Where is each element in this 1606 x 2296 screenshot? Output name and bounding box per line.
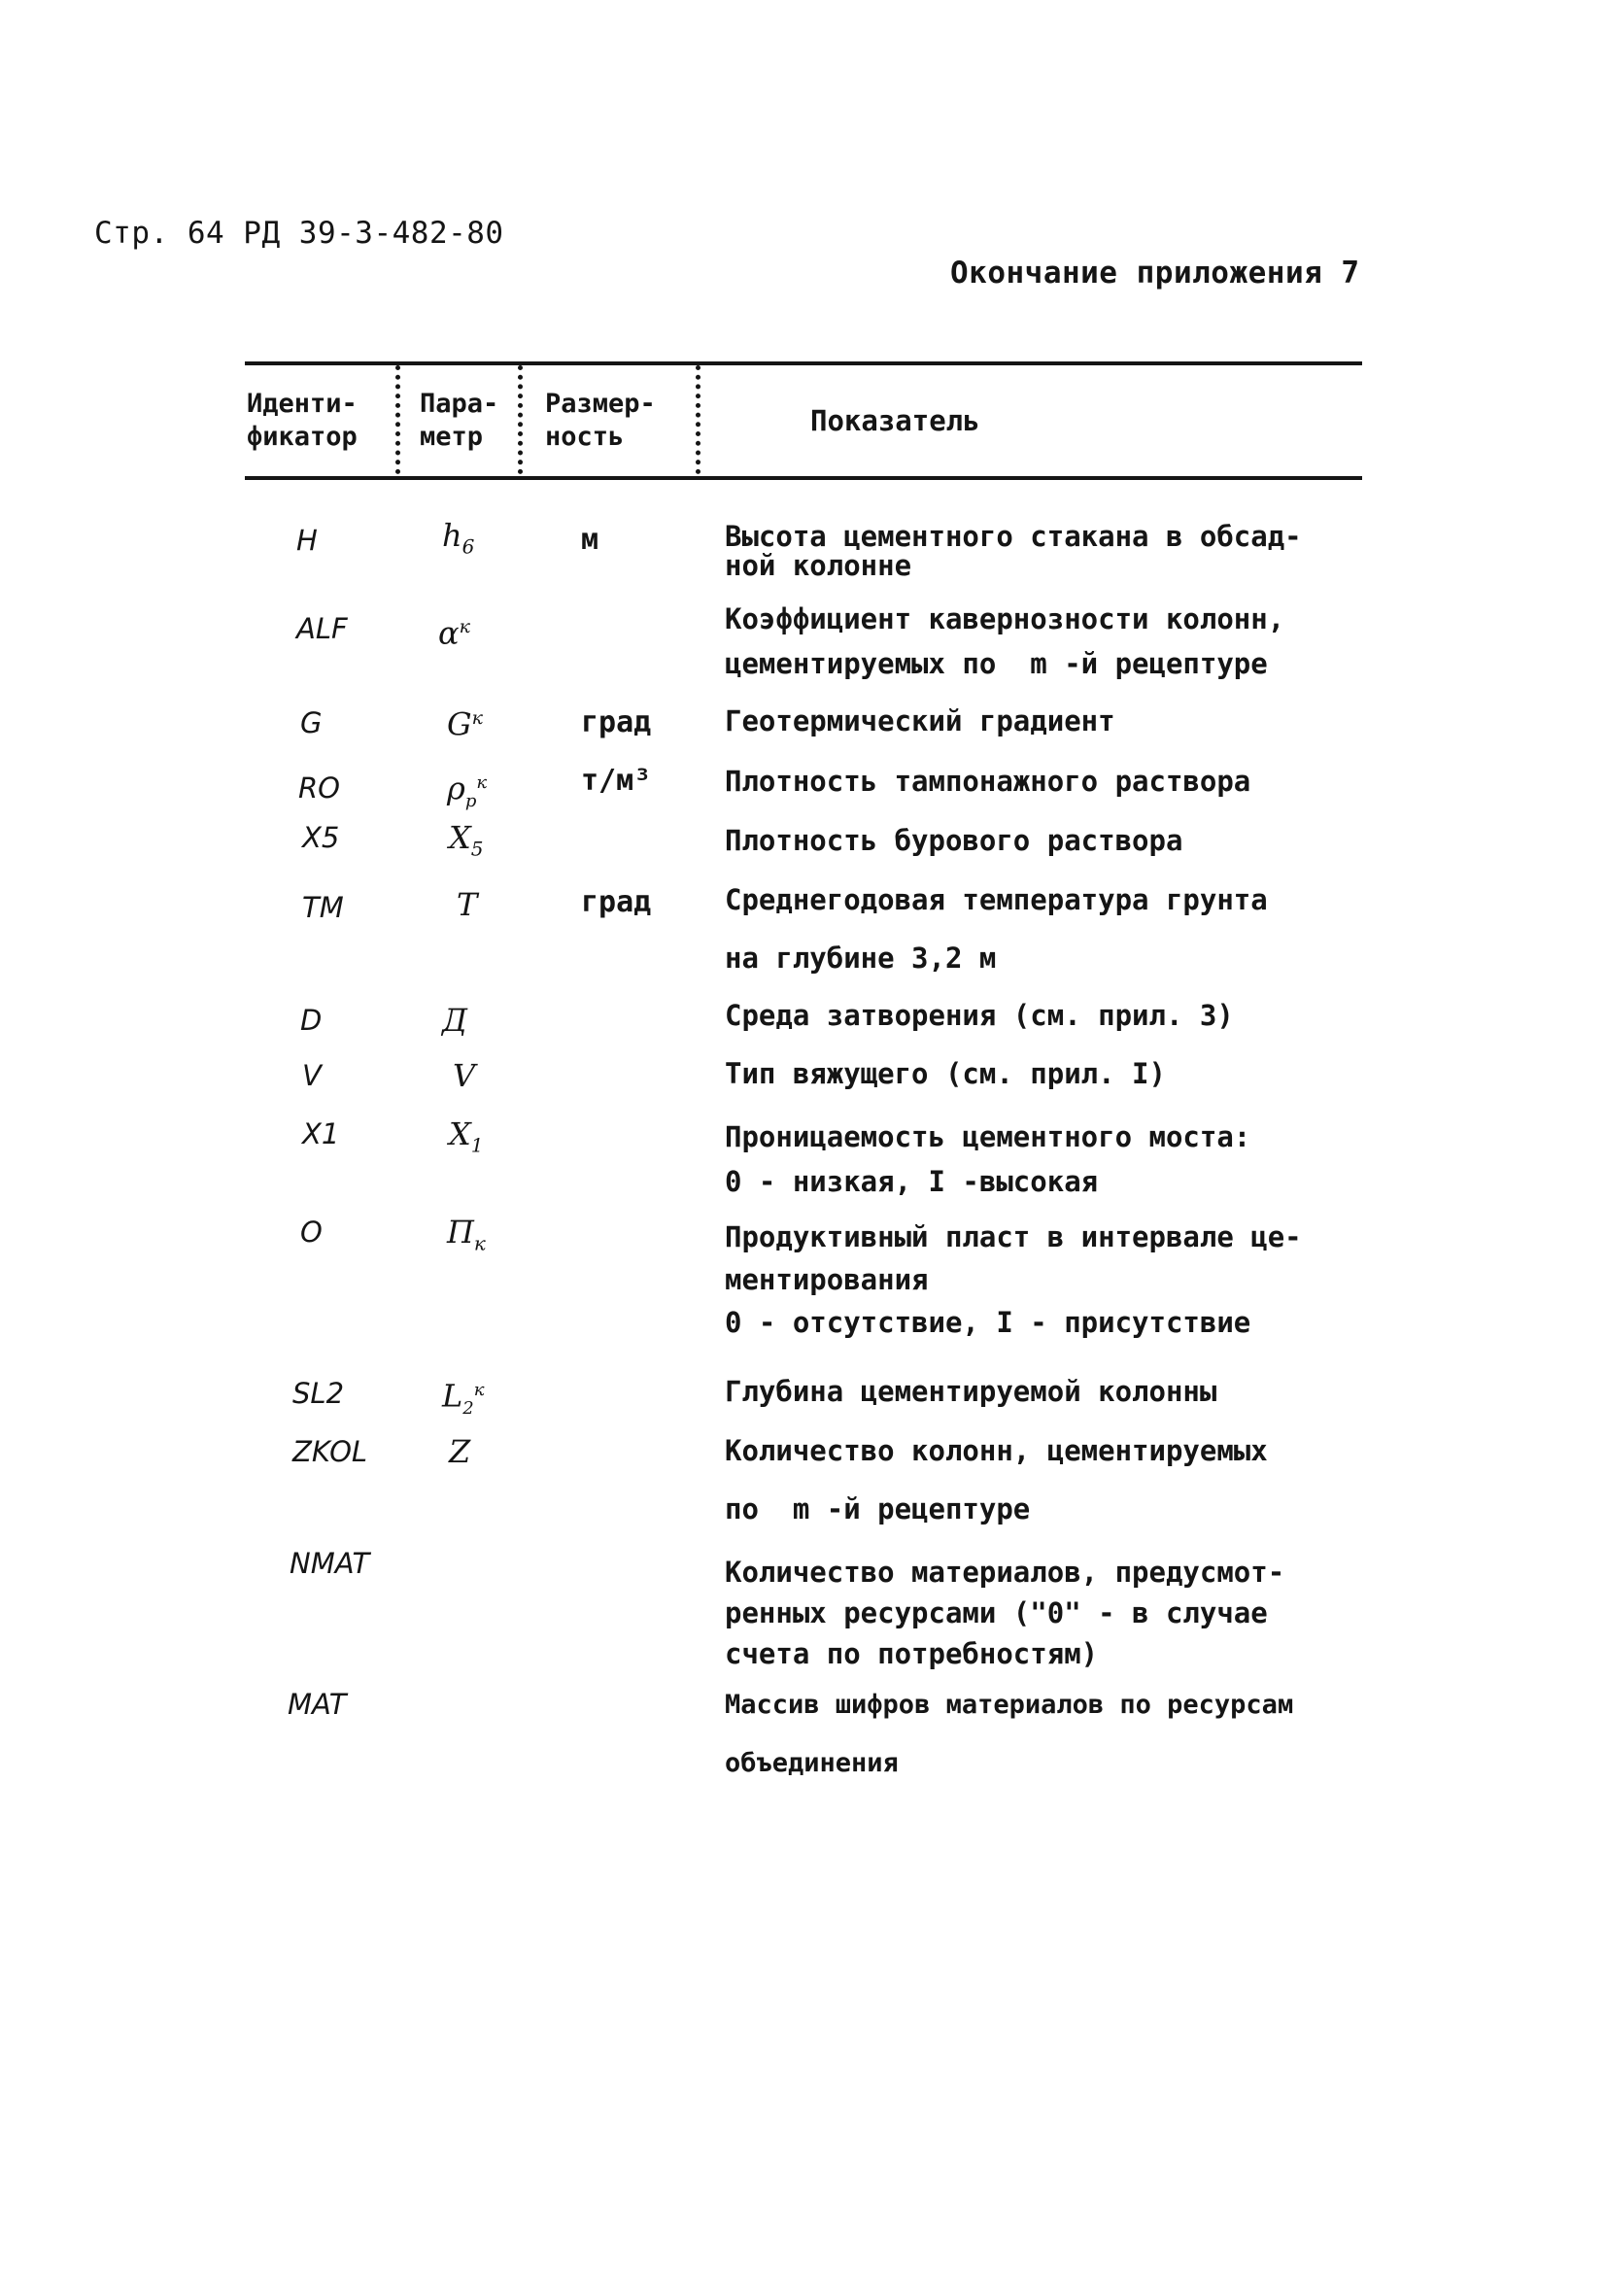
row-description: Глубина цементируемой колонны bbox=[725, 1375, 1217, 1408]
table-header-rule bbox=[245, 476, 1362, 480]
column-header-indicator: Показатель bbox=[810, 404, 980, 437]
column-separator bbox=[395, 365, 400, 474]
row-dimension: т/м³ bbox=[581, 764, 652, 798]
row-description: Плотность тампонажного раствора bbox=[725, 765, 1251, 798]
row-description: Среднегодовая температура грунта на глубине 3,2 м bbox=[725, 883, 1268, 975]
row-identifier: X5 bbox=[302, 821, 340, 854]
row-description: Геотермический градиент bbox=[725, 704, 1115, 737]
row-identifier: ALF bbox=[296, 612, 348, 645]
row-identifier: D bbox=[300, 1004, 323, 1037]
row-description: Высота цементного стакана в обсад- ной колонне bbox=[725, 520, 1302, 582]
table-top-rule bbox=[245, 361, 1362, 365]
row-identifier: X1 bbox=[302, 1117, 340, 1150]
row-parameter: Д bbox=[442, 1002, 468, 1039]
row-parameter: $X_5$ bbox=[449, 819, 484, 861]
row-parameter: $П_к$ bbox=[447, 1214, 486, 1255]
row-identifier: V bbox=[302, 1059, 322, 1092]
row-description: Количество колонн, цементируемых по m -й рецептуре bbox=[725, 1434, 1268, 1525]
row-description: Коэффициент кавернозности колонн, цементируемых по m -й рецептуре bbox=[725, 602, 1285, 680]
row-description: Плотность бурового раствора bbox=[725, 824, 1183, 857]
row-description: Количество материалов, предусмот- ренных ресурсами ("0" - в случае счета по потребностям) bbox=[725, 1556, 1285, 1670]
column-header-dimension: Размер- ность bbox=[545, 389, 656, 452]
row-description: Тип вяжущего (см. прил. I) bbox=[725, 1057, 1166, 1090]
row-parameter: $\alpha^к$ bbox=[438, 614, 470, 652]
row-parameter: $h_6$ bbox=[442, 517, 475, 559]
row-parameter: V bbox=[453, 1057, 476, 1094]
row-dimension: град bbox=[581, 885, 652, 919]
row-description: Проницаемость цементного моста: 0 - низкая, I -высокая bbox=[725, 1120, 1251, 1198]
row-identifier: RO bbox=[298, 771, 340, 805]
column-separator bbox=[518, 365, 523, 474]
row-parameter: Z bbox=[449, 1433, 471, 1470]
row-parameter: $L_2^к$ bbox=[442, 1377, 485, 1420]
row-description: Продуктивный пласт в интервале це- ментирования 0 - отсутствие, I - присутствие bbox=[725, 1220, 1302, 1339]
page-reference: Стр. 64 РД 39-3-482-80 bbox=[94, 216, 504, 251]
row-parameter: $G^к$ bbox=[447, 705, 483, 743]
column-header-parameter: Пара- метр bbox=[420, 389, 499, 452]
row-dimension: м bbox=[581, 523, 599, 557]
row-description: Массив шифров материалов по ресурсам объединения bbox=[725, 1690, 1294, 1778]
row-parameter: $\rho_р^к$ bbox=[447, 770, 488, 812]
row-identifier: O bbox=[300, 1216, 323, 1249]
row-dimension: град bbox=[581, 705, 652, 739]
row-identifier: G bbox=[300, 706, 323, 739]
row-parameter: $X_1$ bbox=[449, 1115, 484, 1157]
row-identifier: TM bbox=[302, 891, 344, 924]
row-description: Среда затворения (см. прил. 3) bbox=[725, 999, 1234, 1032]
row-identifier: MAT bbox=[288, 1688, 347, 1721]
row-identifier: SL2 bbox=[292, 1377, 345, 1410]
row-identifier: H bbox=[296, 524, 318, 557]
column-separator bbox=[696, 365, 700, 474]
column-header-identifier: Иденти- фикатор bbox=[247, 389, 358, 452]
row-identifier: ZKOL bbox=[292, 1435, 368, 1468]
row-identifier: NMAT bbox=[290, 1547, 370, 1580]
appendix-title: Окончание приложения 7 bbox=[950, 256, 1360, 291]
row-parameter: T bbox=[457, 886, 478, 923]
